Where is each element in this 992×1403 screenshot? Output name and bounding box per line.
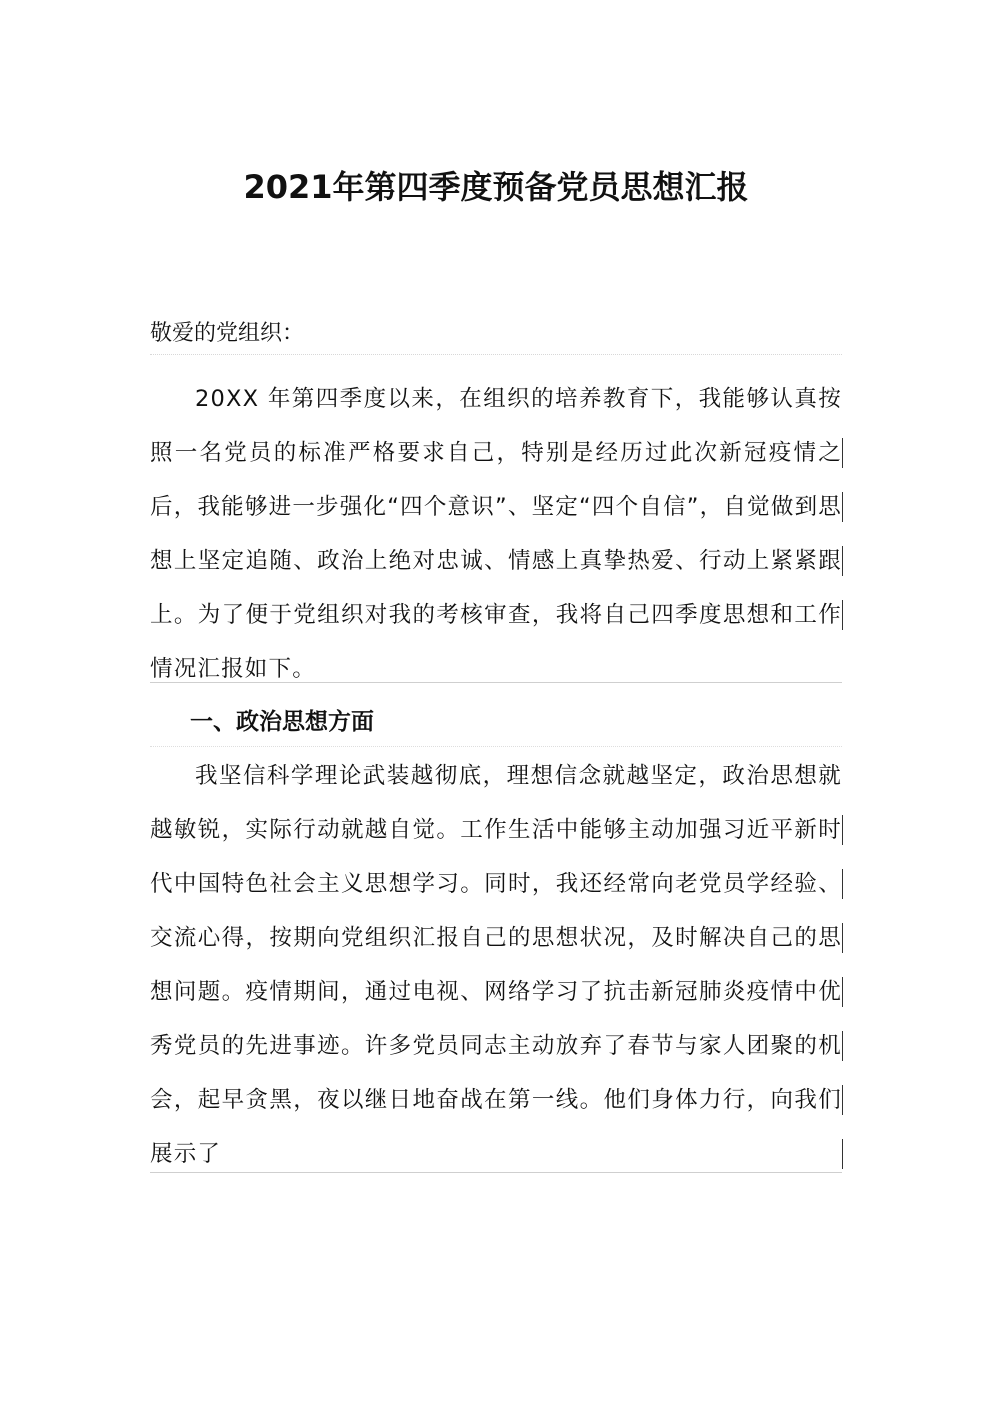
line-marker bbox=[842, 977, 843, 1007]
line-marker bbox=[842, 1031, 843, 1061]
paragraph-divider bbox=[150, 1172, 842, 1173]
line-marker bbox=[842, 1085, 843, 1115]
line-marker bbox=[842, 546, 843, 576]
section-heading: 一、政治思想方面 bbox=[190, 709, 374, 735]
line-marker bbox=[842, 1139, 843, 1169]
salutation-divider bbox=[150, 354, 842, 355]
line-marker bbox=[842, 438, 843, 468]
intro-paragraph: 20XX 年第四季度以来，在组织的培养教育下，我能够认真按照一名党员的标准严格要求自己，特别是经历过此次新冠疫情之后，我能够进一步强化“四个意识”、坚定“四个自信”，自觉做到思想上坚定追随、政治上绝对忠诚、情感上真挚热爱、行动上紧紧跟上。为了便于党组织对我的考核审查，我将自己四季度思想和工作情况汇报如下。 bbox=[150, 386, 842, 682]
line-marker bbox=[842, 869, 843, 899]
line-marker bbox=[842, 600, 843, 630]
paragraph-divider bbox=[150, 682, 842, 683]
line-marker bbox=[842, 815, 843, 845]
line-marker bbox=[842, 492, 843, 522]
section-paragraph: 我坚信科学理论武装越彻底，理想信念就越坚定，政治思想就越敏锐，实际行动就越自觉。工作生活中能够主动加强习近平新时代中国特色社会主义思想学习。同时，我还经常向老党员学经验、交流心得，按期向党组织汇报自己的思想状况，及时解决自己的思想问题。疫情期间，通过电视、网络学习了抗击新冠肺炎疫情中优秀党员的先进事迹。许多党员同志主动放弃了春节与家人团聚的机会，起早贪黑，夜以继日地奋战在第一线。他们身体力行，向我们展示了 bbox=[150, 763, 842, 1167]
heading-divider bbox=[150, 746, 842, 747]
salutation: 敬爱的党组织： bbox=[150, 321, 305, 346]
document-title: 2021年第四季度预备党员思想汇报 bbox=[243, 168, 749, 206]
line-marker bbox=[842, 923, 843, 953]
